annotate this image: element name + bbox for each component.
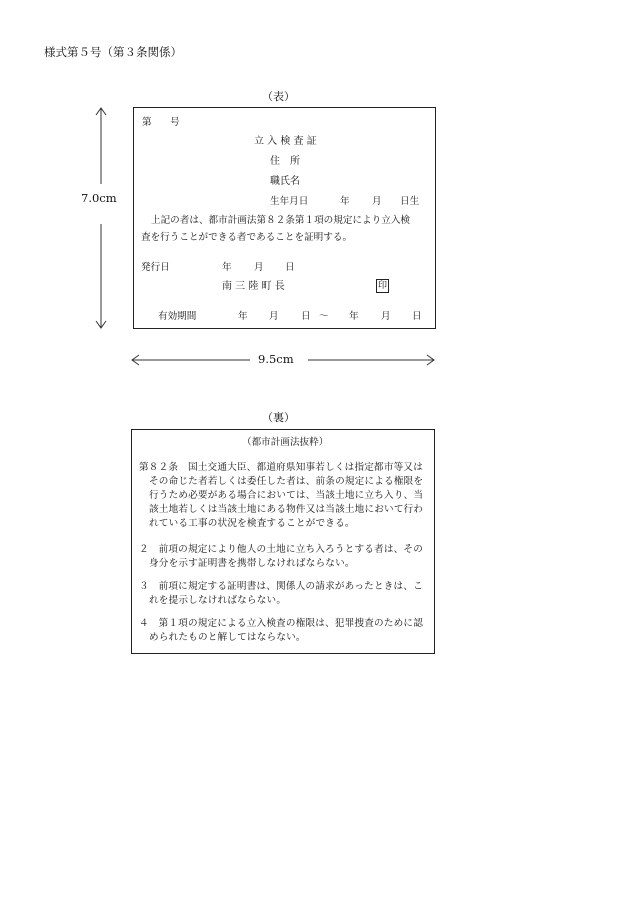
validity-year-start: 年 bbox=[238, 311, 248, 322]
back-box-title: （都市計画法抜粋） bbox=[242, 437, 329, 448]
issue-month: 月 bbox=[254, 262, 264, 273]
card-number-prefix: 第 bbox=[142, 117, 152, 128]
dob-year: 年 bbox=[340, 196, 350, 207]
validity-day-start: 日 bbox=[301, 311, 311, 322]
article-82-text bbox=[139, 461, 429, 531]
paragraph-4 bbox=[139, 617, 429, 645]
issue-day: 日 bbox=[285, 262, 295, 273]
height-dimension-arrow bbox=[94, 106, 108, 330]
validity-year-end: 年 bbox=[349, 311, 359, 322]
card-title: 立 入 検 査 証 bbox=[254, 136, 317, 147]
paragraph-2 bbox=[139, 543, 429, 571]
paragraph-2-text: ２ 前項の規定により他人の土地に立ち入ろうとする者は、その身分を示す証明書を携帯しなければならない。 bbox=[139, 544, 424, 569]
validity-month-start: 月 bbox=[269, 311, 279, 322]
issue-date-label: 発行日 bbox=[141, 262, 170, 273]
address-label: 住 所 bbox=[270, 156, 300, 167]
seal-mark: 印 bbox=[377, 281, 387, 291]
back-caption: （裏） bbox=[262, 411, 295, 424]
form-heading: 様式第５号（第３条関係） bbox=[44, 45, 182, 59]
validity-range-separator: ～ bbox=[319, 311, 329, 322]
dob-month: 月 bbox=[372, 196, 382, 207]
name-label: 職氏名 bbox=[270, 176, 300, 187]
article-82-paragraph: 第８２条 国土交通大臣、都道府県知事若しくは指定都市等又はその命じた者若しくは委任した者は、前条の規定による権限を行うため必要がある場合においては、当該土地に立ち入り、当該土地若しくは当該土地にある物件又は当該土地において行われている工事の状況を検査することができる。 bbox=[139, 462, 424, 529]
paragraph-3-text: ３ 前項に規定する証明書は、関係人の請求があったときは、これを提示しなければならない。 bbox=[139, 581, 423, 606]
front-caption: （表） bbox=[262, 90, 295, 103]
validity-label: 有効期間 bbox=[158, 311, 197, 322]
height-label: 7.0cm bbox=[81, 191, 117, 205]
dob-day: 日生 bbox=[400, 196, 420, 207]
issuer-name: 南 三 陸 町 長 bbox=[222, 281, 285, 292]
statement-line-1: 上記の者は、都市計画法第８２条第１項の規定により立入検 bbox=[151, 215, 411, 226]
statement-line-2: 査を行うことができる者であることを証明する。 bbox=[141, 232, 353, 243]
dob-label: 生年月日 bbox=[270, 196, 309, 207]
paragraph-4-text: ４ 第１項の規定による立入検査の権限は、犯罪捜査のために認められたものと解してはならない。 bbox=[139, 618, 424, 643]
card-number-suffix: 号 bbox=[170, 117, 180, 128]
validity-day-end: 日 bbox=[412, 311, 422, 322]
issue-year: 年 bbox=[222, 262, 232, 273]
paragraph-3 bbox=[139, 580, 429, 608]
width-label: 9.5cm bbox=[258, 352, 294, 366]
validity-month-end: 月 bbox=[381, 311, 391, 322]
